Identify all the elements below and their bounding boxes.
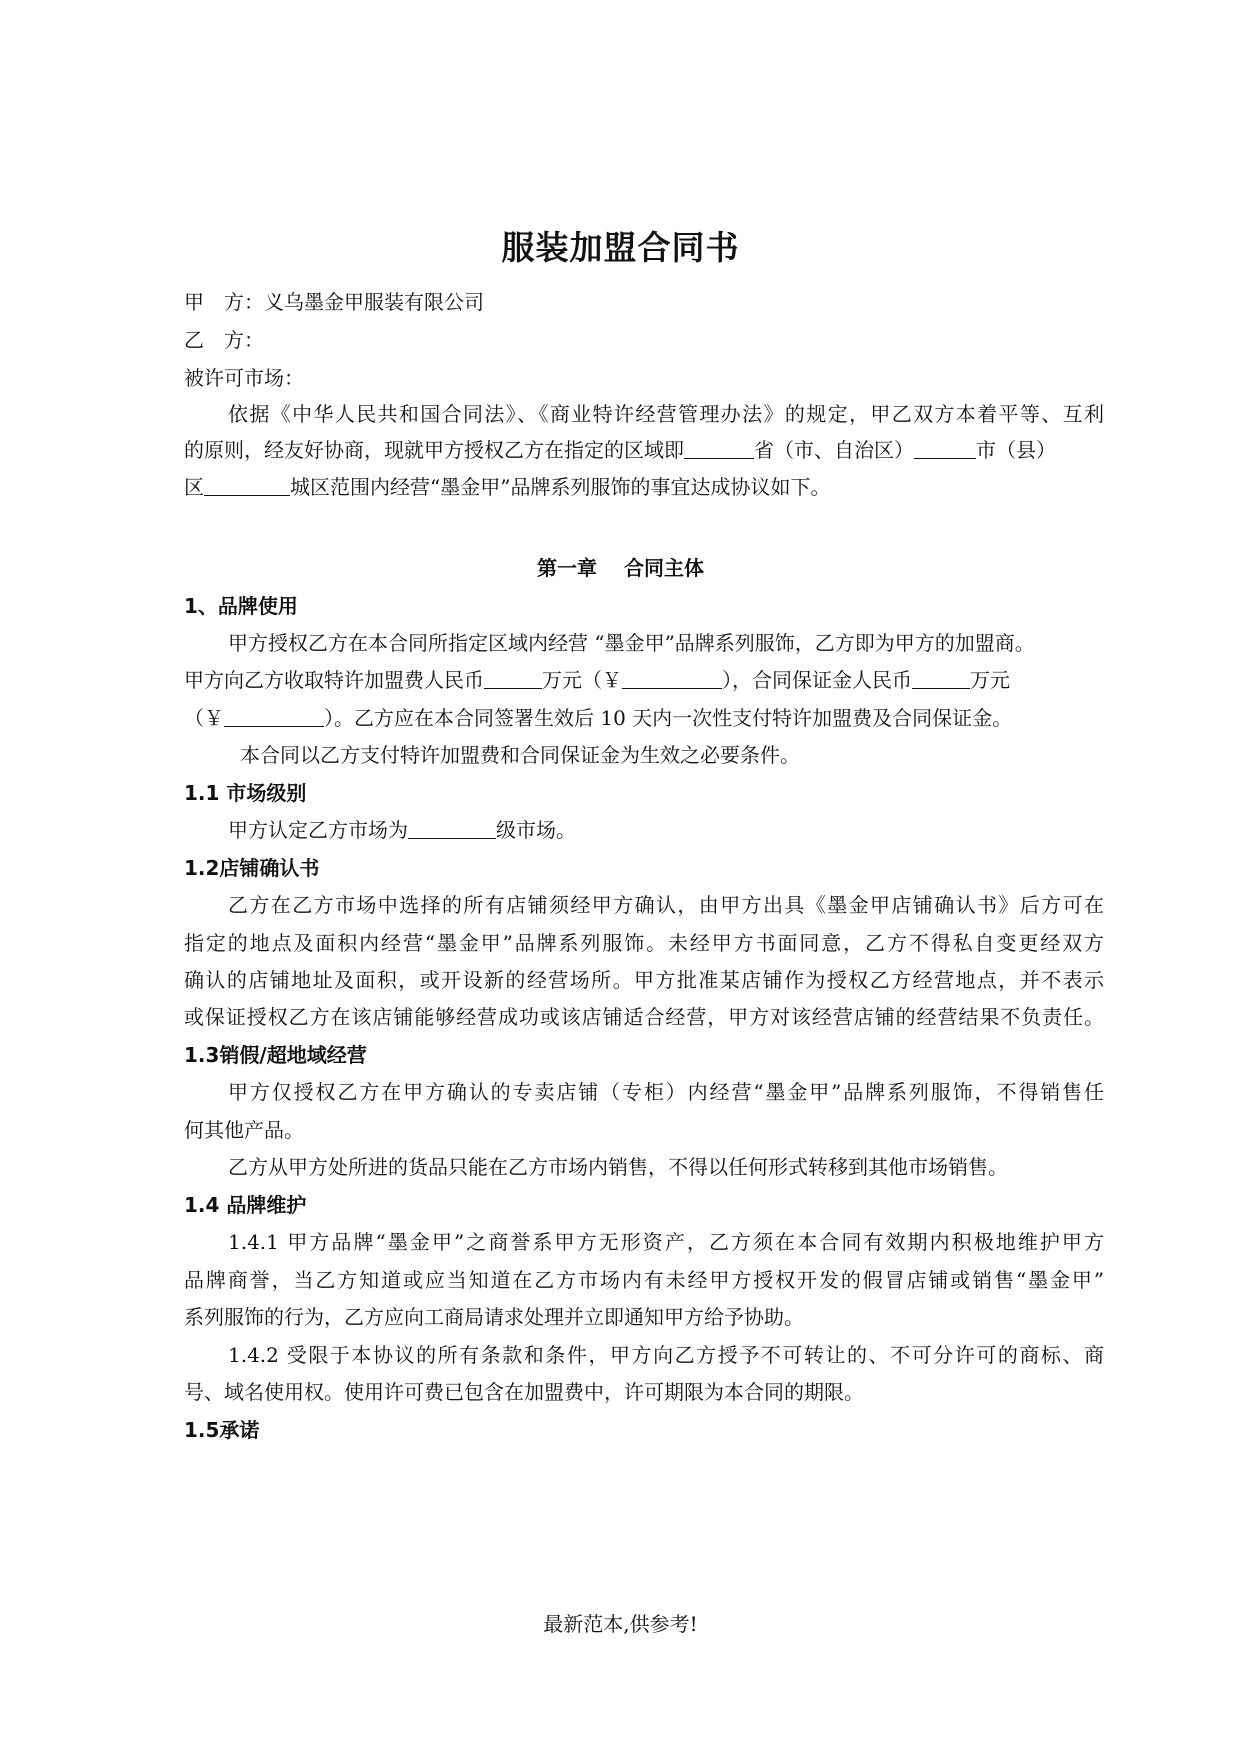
paragraph-line: 品牌商誉，当乙方知道或应当知道在乙方市场内有未经甲方授权开发的假冒店铺或销售“墨金甲” (184, 1268, 1104, 1292)
paragraph-line: 本合同以乙方支付特许加盟费和合同保证金为生效之必要条件。 (240, 743, 800, 767)
paragraph-text: 受限于本协议的所有条款和条件，甲方向乙方授予不可转让的、不可分许可的商标、商 (286, 1343, 1105, 1367)
blank-deposit (912, 668, 970, 689)
preamble-line-1: 依据《中华人民共和国合同法》、《商业特许经营管理办法》的规定，甲乙双方本着平等、互利 (228, 402, 1104, 426)
paragraph-line: 乙方在乙方市场中选择的所有店铺须经甲方确认，由甲方出具《墨金甲店铺确认书》后方可在 (228, 893, 1104, 917)
paragraph-text: 万元（￥ (542, 668, 622, 692)
section-heading: 1.1 市场级别 (184, 781, 307, 805)
chapter-heading: 第一章 合同主体 (537, 556, 704, 580)
paragraph-line (184, 704, 1104, 732)
preamble-text: 区 (184, 475, 204, 499)
clause-number: 1.4.2 (228, 1343, 279, 1367)
blank-city (914, 438, 976, 459)
preamble-text: 的原则，经友好协商，现就甲方授权乙方在指定的区域即 (184, 438, 684, 462)
blank-fee-amount (622, 668, 722, 689)
document-title: 服装加盟合同书 (501, 228, 740, 267)
paragraph-text: 甲方向乙方收取特许加盟费人民币 (184, 668, 484, 692)
licensed-market-line: 被许可市场： (184, 366, 304, 390)
paragraph-text: （￥ (184, 706, 224, 730)
paragraph-text: 甲方认定乙方市场为 (228, 818, 408, 842)
preamble-line-2 (184, 436, 1104, 464)
paragraph-line (228, 1341, 1104, 1369)
blank-market-level (408, 818, 496, 839)
paragraph-text: 万元 (970, 668, 1010, 692)
paragraph-line: 乙方从甲方处所进的货品只能在乙方市场内销售，不得以任何形式转移到其他市场销售。 (228, 1155, 1008, 1179)
section-heading: 1.4 品牌维护 (184, 1193, 307, 1217)
paragraph-line: 系列服饰的行为，乙方应向工商局请求处理并立即通知甲方给予协助。 (184, 1305, 804, 1329)
paragraph-line (228, 816, 1104, 844)
section-heading: 1.5承诺 (184, 1418, 260, 1442)
page-footer: 最新范本,供参考! (543, 1612, 698, 1636)
paragraph-line: 确认的店铺地址及面积，或开设新的经营场所。甲方批准某店铺作为授权乙方经营地点，并不表示 (184, 968, 1104, 992)
preamble-text: 城区范围内经营“墨金甲”品牌系列服饰的事宜达成协议如下。 (290, 475, 831, 499)
paragraph-line: 或保证授权乙方在该店铺能够经营成功或该店铺适合经营，甲方对该经营店铺的经营结果不负责任。 (184, 1005, 1104, 1029)
blank-province (684, 438, 754, 459)
blank-deposit-amount (224, 706, 324, 727)
preamble-text: 省（市、自治区） (754, 438, 914, 462)
paragraph-text: 级市场。 (496, 818, 576, 842)
paragraph-line: 甲方仅授权乙方在甲方确认的专卖店铺（专柜）内经营“墨金甲”品牌系列服饰，不得销售任 (228, 1080, 1104, 1104)
paragraph-text: ）。乙方应在本合同签署生效后 10 天内一次性支付特许加盟费及合同保证金。 (324, 706, 1013, 730)
blank-district (204, 475, 290, 496)
paragraph-text: 甲方品牌“墨金甲”之商誉系甲方无形资产，乙方须在本合同有效期内积极地维护甲方 (287, 1230, 1104, 1254)
blank-fee (484, 668, 542, 689)
paragraph-line: 何其他产品。 (184, 1118, 304, 1142)
paragraph-line: 甲方授权乙方在本合同所指定区域内经营 “墨金甲”品牌系列服饰，乙方即为甲方的加盟商。 (228, 631, 1035, 655)
preamble-text: 市（县） (976, 438, 1056, 462)
party-a-line: 甲 方：义乌墨金甲服装有限公司 (184, 290, 484, 314)
paragraph-line (228, 1228, 1104, 1256)
party-b-line: 乙 方： (184, 328, 264, 352)
paragraph-text: ），合同保证金人民币 (722, 668, 912, 692)
section-heading: 1.2店铺确认书 (184, 856, 320, 880)
paragraph-line: 号、域名使用权。使用许可费已包含在加盟费中，许可期限为本合同的期限。 (184, 1380, 864, 1404)
section-heading: 1、品牌使用 (184, 594, 298, 618)
preamble-line-3 (184, 473, 1104, 501)
section-heading: 1.3销假/超地域经营 (184, 1043, 367, 1067)
paragraph-line: 指定的地点及面积内经营“墨金甲”品牌系列服饰。未经甲方书面同意，乙方不得私自变更经双方 (184, 931, 1104, 955)
paragraph-line (184, 666, 1104, 694)
clause-number: 1.4.1 (228, 1230, 279, 1254)
